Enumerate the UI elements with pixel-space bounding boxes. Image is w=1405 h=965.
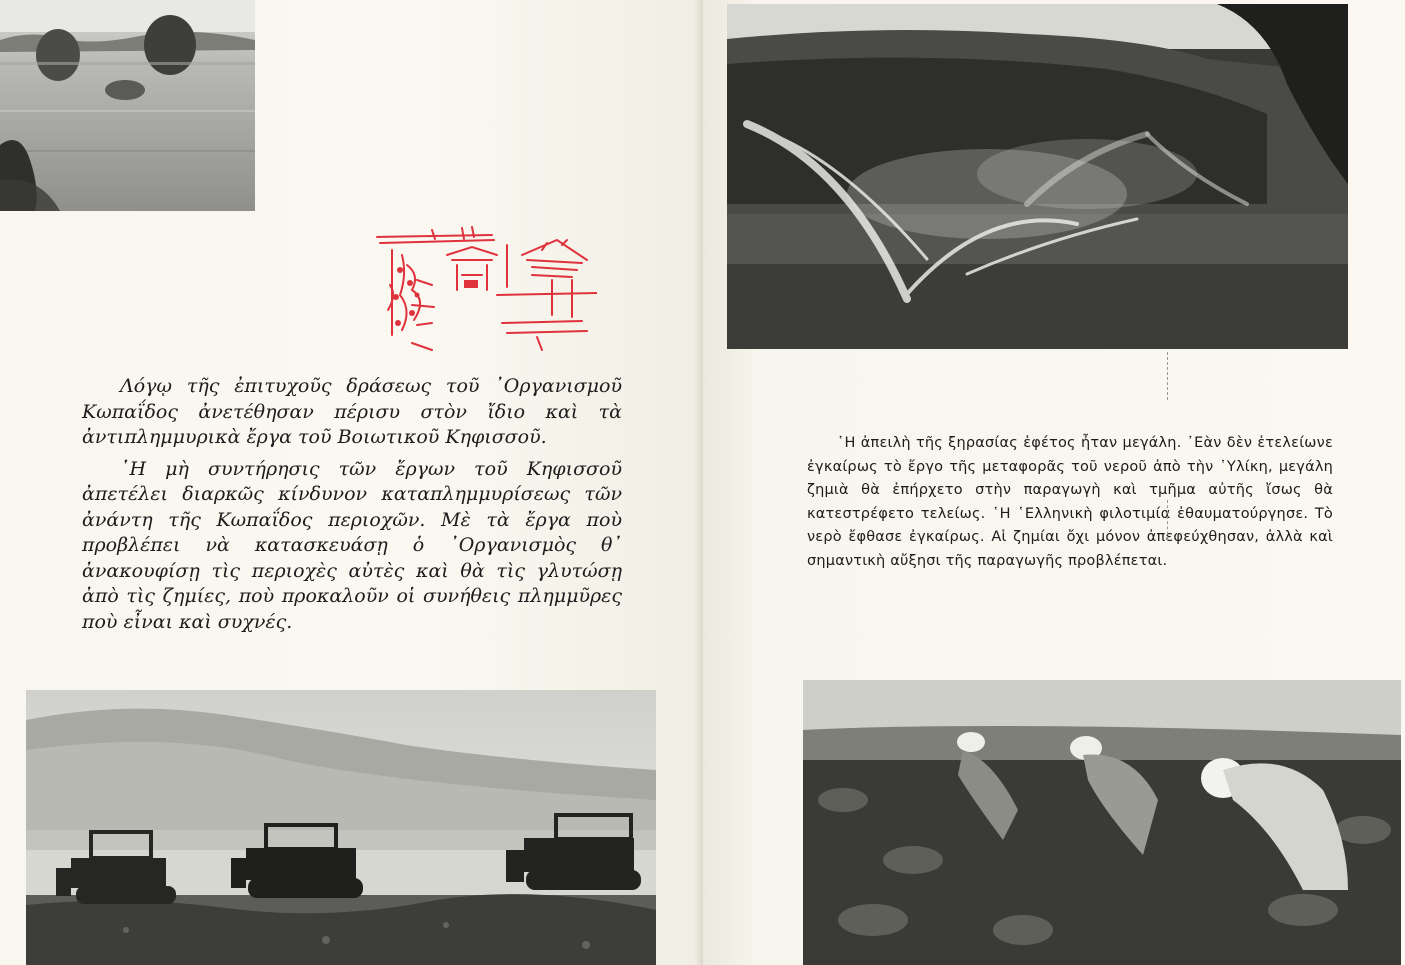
left-body-text xyxy=(82,374,622,641)
red-village-sketch xyxy=(372,225,597,355)
field-workers-photo xyxy=(803,680,1401,965)
bulldozers-photo xyxy=(26,690,656,965)
irrigation-sprinklers-photo xyxy=(727,4,1348,349)
flood-photo xyxy=(0,0,255,211)
paragraph: ῾Η ἀπειλὴ τῆς ξηρασίας ἐφέτος ἦταν μεγάλη. ᾿Εὰν δὲν ἐτελείωνε ἐγκαίρως τὸ ἔργο τῆς μεταφορᾶς τοῦ νεροῦ ἀπὸ τὴν ῾Υλίκη, μεγάλη ζημιὰ θὰ ἐπήρχετο στὴν παραγωγὴ καὶ τμῆμα αὐτῆς ἴσως θὰ κατεστρέφετο τελείως. ῾Η ῾Ελληνικὴ φιλοτιμία ἐθαυματούργησε. Τὸ νερὸ ἔφθασε ἐγκαίρως. Αἱ ζημίαι ὄχι μόνον ἀπεφεύχθησαν, ἀλλὰ καὶ σημαντικὴ αὔξησι τῆς παραγωγῆς προβλέπεται. xyxy=(807,435,1333,569)
right-body-text xyxy=(807,432,1333,579)
fold-mark xyxy=(1167,352,1168,400)
right-page xyxy=(703,0,1405,965)
paragraph: ῾Η μὴ συντήρησις τῶν ἔργων τοῦ Κηφισσοῦ ἀπετέλει διαρκῶς κίνδυνον καταπλημμυρίσεως τῶν ἀνάντη τῆς Κωπαΐδος περιοχῶν. Μὲ τὰ ἔργα ποὺ προβλέπει νὰ κατασκευάσῃ ὁ ᾿Οργανισμὸς θ᾿ ἀνακουφίσῃ τὶς περιοχὲς αὐτὲς καὶ θὰ τὶς γλυτώσῃ ἀπὸ τὶς ζημίες, ποὺ προκαλοῦν οἱ συνήθεις πλημμῦρες ποὺ εἶναι καὶ συχνές. xyxy=(82,457,622,633)
fold-mark xyxy=(1167,500,1168,540)
paragraph: Λόγῳ τῆς ἐπιτυχοῦς δράσεως τοῦ ᾿Οργανισμοῦ Κωπαΐδος ἀνετέθησαν πέρισυ στὸν ἴδιο καὶ τὰ ἀντιπλημμυρικὰ ἔργα τοῦ Βοιωτικοῦ Κηφισσοῦ. xyxy=(82,375,622,448)
